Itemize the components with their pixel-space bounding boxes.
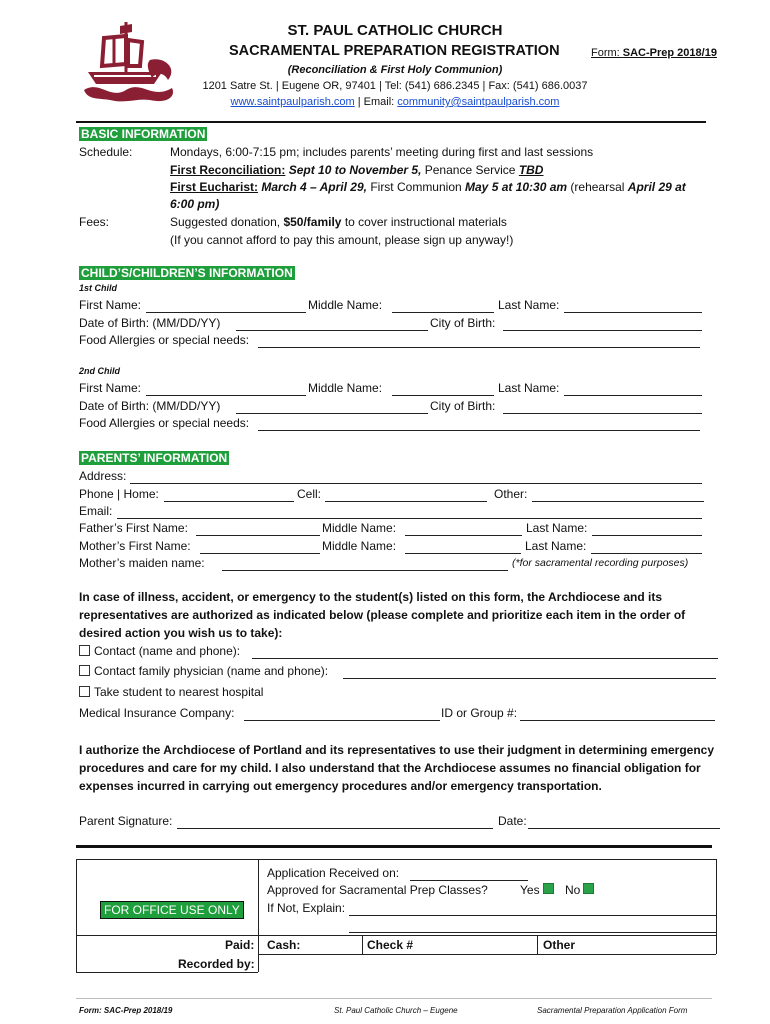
address-label: Address: [79, 469, 127, 483]
emergency-intro-2: representatives are authorized as indicated below (please complete and prioritize each item in the order of [79, 608, 686, 622]
rehearsal-text: (rehearsal [567, 180, 628, 194]
maiden-name-note: (*for sacramental recording purposes) [512, 557, 689, 569]
contact-line [190, 96, 600, 108]
parents-heading-text: PARENTS’ INFORMATION [81, 451, 228, 465]
reconciliation-line [170, 163, 543, 177]
hospital-option[interactable] [79, 685, 263, 699]
rehearsal-time: 6:00 pm) [170, 197, 220, 211]
basic-info-heading [79, 127, 207, 141]
mother-middle-name-field[interactable] [405, 553, 521, 554]
child1-city-label: City of Birth: [430, 316, 496, 330]
child1-first-name-field[interactable] [146, 312, 306, 313]
child2-allergies-field[interactable] [258, 430, 700, 431]
child1-first-name-label: First Name: [79, 298, 142, 312]
church-logo [80, 20, 184, 104]
explain-label: If Not, Explain: [267, 901, 346, 915]
authorization-line-2: procedures and care for my child. I also understand that the Archdiocese assumes no financial obligation for [79, 761, 701, 775]
date-field[interactable] [528, 828, 720, 829]
first-child-label: 1st Child [79, 283, 118, 293]
eucharist-dates: March 4 – April 29, [261, 180, 367, 194]
phone-home-field[interactable] [164, 501, 294, 502]
signature-field[interactable] [177, 828, 493, 829]
fees-text-1: Suggested donation, [170, 215, 284, 229]
contact-physician-option[interactable] [79, 664, 328, 678]
fees-note: (If you cannot afford to pay this amount, please sign up anyway!) [170, 233, 514, 247]
child2-dob-field[interactable] [236, 413, 428, 414]
church-name: ST. PAUL CATHOLIC CHURCH [287, 22, 503, 39]
footer-doc: Sacramental Preparation Application Form [537, 1006, 688, 1015]
authorization-line-1: I authorize the Archdiocese of Portland and its representatives to use their judgment in determining emergency [79, 743, 715, 757]
other-phone-field[interactable] [532, 501, 704, 502]
form-code-label: Form: [591, 47, 623, 59]
office-table-top [76, 859, 716, 860]
schedule-text: Mondays, 6:00-7:15 pm; includes parents’ meeting during first and last sessions [170, 145, 594, 159]
second-child-label: 2nd Child [79, 366, 120, 376]
eucharist-line [170, 180, 686, 194]
father-first-name-field[interactable] [196, 535, 320, 536]
email-field[interactable] [117, 518, 702, 519]
other-payment-label: Other [543, 938, 576, 952]
fees-label: Fees: [79, 215, 110, 229]
no-option[interactable] [565, 883, 594, 897]
footer-form: Form: SAC-Prep 2018/19 [79, 1006, 173, 1015]
yes-option[interactable] [520, 883, 554, 897]
other-phone-label: Other: [494, 487, 528, 501]
rehearsal-date: April 29 at [627, 180, 686, 194]
child1-dob-label: Date of Birth: (MM/DD/YY) [79, 316, 221, 330]
id-group-label: ID or Group #: [441, 706, 518, 720]
penance-text: Penance Service [421, 163, 519, 177]
yes-checkbox[interactable] [543, 883, 554, 894]
footer-divider [76, 998, 712, 999]
reconciliation-dates: Sept 10 to November 5, [288, 163, 422, 177]
insurance-label: Medical Insurance Company: [79, 706, 235, 720]
child2-middle-name-field[interactable] [392, 395, 494, 396]
email-separator: | Email: [354, 96, 398, 108]
child1-allergies-field[interactable] [258, 347, 700, 348]
penance-date: TBD [518, 163, 544, 177]
child1-dob-field[interactable] [236, 330, 428, 331]
office-use-label-text: FOR OFFICE USE ONLY [104, 903, 240, 917]
paid-label: Paid: [225, 938, 255, 952]
hospital-label: Take student to nearest hospital [94, 685, 264, 699]
office-cash-divider [362, 935, 363, 954]
contact-phone-field[interactable] [252, 658, 718, 659]
mother-last-name-label: Last Name: [525, 539, 587, 553]
footer-church: St. Paul Catholic Church – Eugene [334, 1006, 458, 1015]
hospital-checkbox[interactable] [79, 686, 90, 697]
signature-label: Parent Signature: [79, 814, 173, 828]
child1-last-name-label: Last Name: [498, 298, 560, 312]
father-first-name-label: Father’s First Name: [79, 521, 188, 535]
father-middle-name-label: Middle Name: [322, 521, 397, 535]
office-table-right [716, 859, 717, 954]
form-code [591, 47, 717, 59]
office-table-divider [258, 859, 259, 972]
maiden-name-field[interactable] [222, 570, 508, 571]
address-field[interactable] [130, 483, 702, 484]
father-last-name-field[interactable] [592, 535, 702, 536]
parents-heading [79, 451, 229, 465]
child2-first-name-label: First Name: [79, 381, 142, 395]
child1-allergies-label: Food Allergies or special needs: [79, 333, 250, 347]
fees-text [170, 215, 507, 229]
basic-info-heading-text: BASIC INFORMATION [81, 127, 206, 141]
contact-phone-option[interactable] [79, 644, 240, 658]
father-middle-name-field[interactable] [405, 535, 522, 536]
check-label: Check # [367, 938, 414, 952]
email-link[interactable]: community@saintpaulparish.com [397, 96, 560, 108]
approved-label: Approved for Sacramental Prep Classes? [267, 883, 488, 897]
phone-home-label: Phone | Home: [79, 487, 159, 501]
form-subtitle: (Reconciliation & First Holy Communion) [287, 64, 503, 76]
office-divider [76, 845, 712, 848]
form-title: SACRAMENTAL PREPARATION REGISTRATION [229, 43, 560, 59]
mother-middle-name-label: Middle Name: [322, 539, 397, 553]
office-check-divider [537, 935, 538, 954]
contact-phone-checkbox[interactable] [79, 645, 90, 656]
date-label: Date: [498, 814, 527, 828]
authorization-line-3: expenses incurred in carrying out emergency procedures and/or emergency transportation. [79, 779, 602, 793]
child2-allergies-label: Food Allergies or special needs: [79, 416, 250, 430]
office-table-left [76, 859, 77, 972]
office-use-label [100, 901, 244, 919]
child2-middle-name-label: Middle Name: [308, 381, 383, 395]
children-heading-text: CHILD’S/CHILDREN’S INFORMATION [81, 266, 293, 280]
child2-last-name-field[interactable] [564, 395, 702, 396]
child1-last-name-field[interactable] [564, 312, 702, 313]
father-last-name-label: Last Name: [526, 521, 588, 535]
fees-amount: $50/family [283, 215, 342, 229]
church-address: 1201 Satre St. | Eugene OR, 97401 | Tel: (541) 686.2345 | Fax: (541) 686.0037 [202, 80, 588, 92]
child1-city-field[interactable] [503, 330, 702, 331]
received-field[interactable] [410, 880, 528, 881]
schedule-label: Schedule: [79, 145, 133, 159]
contact-phone-label: Contact (name and phone): [94, 644, 241, 658]
office-table-mid [76, 935, 716, 936]
mother-first-name-field[interactable] [200, 553, 320, 554]
recorded-by-label: Recorded by: [178, 957, 255, 971]
child2-last-name-label: Last Name: [498, 381, 560, 395]
contact-physician-label: Contact family physician (name and phone): [94, 664, 329, 678]
maiden-name-label: Mother’s maiden name: [79, 556, 205, 570]
eucharist-label: First Eucharist: [170, 180, 259, 194]
child2-city-field[interactable] [503, 413, 702, 414]
no-checkbox[interactable] [583, 883, 594, 894]
website-link[interactable]: www.saintpaulparish.com [230, 96, 355, 108]
cell-field[interactable] [325, 501, 487, 502]
office-table-row-line [258, 954, 716, 955]
communion-date: May 5 at 10:30 am [465, 180, 568, 194]
communion-text: First Communion [366, 180, 466, 194]
yes-label: Yes [520, 883, 540, 897]
email-label: Email: [79, 504, 113, 518]
contact-physician-field[interactable] [343, 678, 716, 679]
ship-logo-icon [80, 20, 184, 104]
emergency-intro-1: In case of illness, accident, or emergency to the student(s) listed on this form, the Archdiocese and its [79, 590, 663, 604]
contact-physician-checkbox[interactable] [79, 665, 90, 676]
reconciliation-label: First Reconciliation: [170, 163, 286, 177]
received-label: Application Received on: [267, 866, 400, 880]
header-divider [76, 121, 706, 123]
mother-last-name-field[interactable] [591, 553, 702, 554]
emergency-intro-3: desired action you wish us to take): [79, 626, 283, 640]
insurance-field[interactable] [244, 720, 440, 721]
no-label: No [565, 883, 581, 897]
cell-label: Cell: [297, 487, 322, 501]
explain-field-2[interactable] [349, 932, 717, 933]
child1-middle-name-field[interactable] [392, 312, 494, 313]
fees-text-2: to cover instructional materials [341, 215, 507, 229]
child1-middle-name-label: Middle Name: [308, 298, 383, 312]
children-heading [79, 266, 295, 280]
child2-first-name-field[interactable] [146, 395, 306, 396]
mother-first-name-label: Mother’s First Name: [79, 539, 191, 553]
cash-label: Cash: [267, 938, 301, 952]
form-code-value: SAC-Prep 2018/19 [622, 47, 717, 59]
child2-dob-label: Date of Birth: (MM/DD/YY) [79, 399, 221, 413]
child2-city-label: City of Birth: [430, 399, 496, 413]
office-table-bottom [76, 972, 258, 973]
explain-field-1[interactable] [349, 915, 717, 916]
id-group-field[interactable] [520, 720, 715, 721]
